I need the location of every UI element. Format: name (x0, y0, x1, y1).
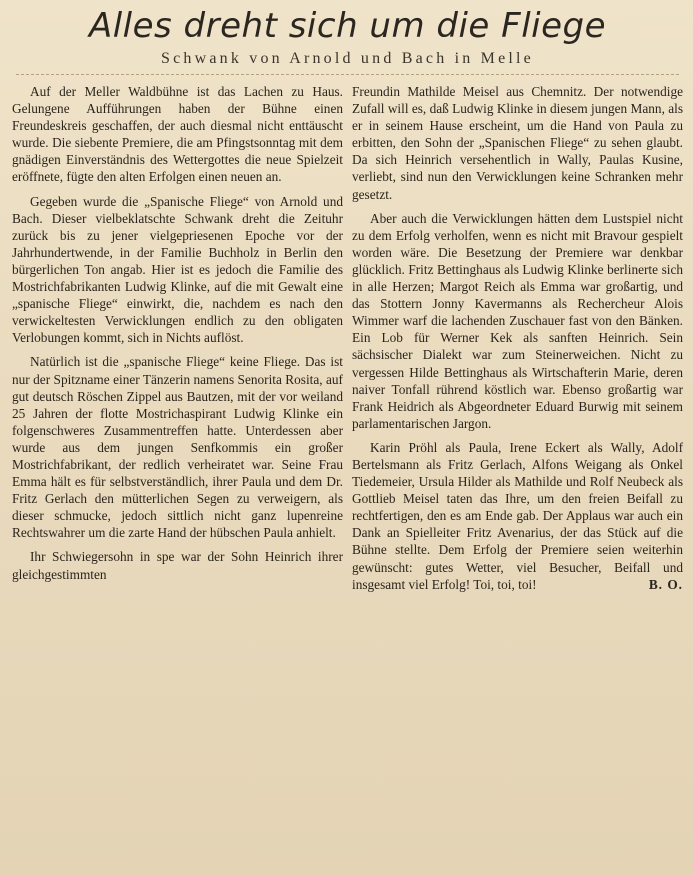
subheadline: Schwank von Arnold und Bach in Melle (161, 50, 534, 67)
right-column (352, 83, 683, 600)
paragraph (352, 439, 683, 593)
divider (16, 74, 679, 75)
author-signature: B. O. (648, 576, 683, 592)
paragraph: Auf der Meller Waldbühne ist das Lachen zu Haus. Gelungene Aufführungen haben der Bühne einen Freundeskreis geschaffen, der auch diesmal nicht enttäuscht wurde. Die siebente Premiere, die am Pfingstsonntag mit dem gnädigen Einverständnis des Wettergottes die neue Spielzeit eröffnete, fügte den alten Erfolgen einen neuen an. (12, 84, 343, 185)
paragraph: Aber auch die Verwicklungen hätten dem Lustspiel nicht zu dem Erfolg verholfen, wenn es nicht mit Bravour gespielt worden wäre. Die Besetzung der Premiere war denkbar glücklich. Fritz Bettinghaus als Ludwig Klinke berlinerte sich in alle Herzen; Margot Reich als Emma war großartig, und das Stottern Jonny Kavermanns als Rechercheur Alois Wimmer warf die lachenden Zuschauer fast von den Bänken. Ein Lob für Werner Kek als sanften Heinrich. Sein sächsischer Dialekt war zum Steinerweichen. Nicht zu vergessen Hilde Bettinghaus als Wirtschafterin Marie, deren naiver Tonfall rührend köstlich war. Ebenso großartig war Frank Heidrich als Abgeordneter Eduard Burwig mit seinem parlamentarischen Jargon. (352, 210, 683, 431)
left-column (12, 83, 343, 600)
paragraph: Gegeben wurde die „Spanische Fliege“ von Arnold und Bach. Dieser vielbeklatschte Schwank dreht die Zeituhr zurück bis zu jener vielgepriesenen Epoche vor der Jahrhundertwende, in der Familie Buchholz in Berlin den bürgerlichen Ton angab. Hier ist es jedoch die Familie des Mostrichfabrikanten Ludwig Klinke, auf die mit Gewalt eine „spanische Fliege“ einwirkt, die, nachdem es nach den verwickeltesten Verwicklungen endlich zu den obligaten Verlobungen kommt, sich in Nichts auflöst. (12, 193, 343, 346)
headline: Alles dreht sich um die Fliege (88, 6, 607, 46)
paragraph: Freundin Mathilde Meisel aus Chemnitz. Der notwendige Zufall will es, daß Ludwig Klinke in diesem jungen Mann, als er in seinem Hause erscheint, um die Hand von Paula zu erbitten, den Sohn der „Spanischen Fliege“ zu sehen glaubt. Da sich Heinrich versehentlich in Wally, Paulas Kusine, verliebt, sind nun den Verwicklungen keine Schranken mehr gesetzt. (352, 84, 683, 202)
paragraph: Natürlich ist die „spanische Fliege“ keine Fliege. Das ist nur der Spitzname einer Tänzerin namens Senorita Rosita, auf gut deutsch Röschen Zippel aus Bautzen, mit der vor weiland 25 Jahren der flotte Mostrichaspirant Ludwig Klinke ein folgenschweres Zusammentreffen hatte. Unterdessen aber wurde aus dem jungen Senfkommis ein großer Mostrichfabrikant, der redlich verheiratet war. Seine Frau Emma hält es für selbstverständlich, ihrer Paula und dem Dr. Fritz Gerlach den mütterlichen Segen zu verweigern, als dieser schmucke, jedoch sittlich nicht ganz lupenreine Rechtswahrer um die zarte Hand der hübschen Paula anhielt. (12, 354, 343, 541)
paragraph: Ihr Schwiegersohn in spe war der Sohn Heinrich ihrer gleichgestimmten (12, 549, 343, 582)
article-columns (12, 83, 683, 600)
paragraph-text: Karin Pröhl als Paula, Irene Eckert als Wally, Adolf Bertelsmann als Fritz Gerlach, Alfons Weigang als Onkel Tiedemeier, Ursula Hilder als Mathilde und Rolf Neubeck als Gottlieb Meisel taten das Ihre, um den freien Beifall zu rechtfertigen, den es am Ende gab. Der Applaus war auch ein Dank an Spielleiter Fritz Avenarius, der das Stück auf die Bühne stellte. Dem Erfolg der Premiere seien weiterhin gewünscht: gutes Wetter, viel Besucher, Beifall und insgesamt viel Erfolg! Toi, toi, toi! (352, 439, 683, 592)
